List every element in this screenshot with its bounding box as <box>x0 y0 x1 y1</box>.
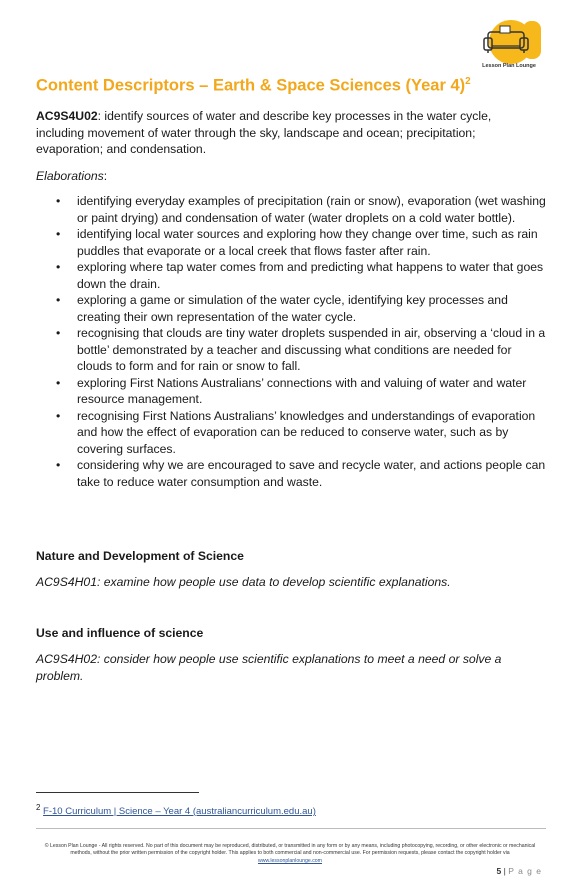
title-footnote-ref: 2 <box>465 76 471 87</box>
footer-divider <box>36 828 546 829</box>
nature-section-text: AC9S4H01: examine how people use data to develop scientific explanations. <box>36 575 451 589</box>
bullet: • <box>56 375 61 390</box>
page-number <box>497 866 543 876</box>
page-separator: | <box>503 866 506 876</box>
bullet: • <box>56 227 61 241</box>
nature-section-heading: Nature and Development of Science <box>36 549 244 563</box>
list-item-text: exploring a game or simulation of the water cycle, identifying key processes and creating their own representation of the water cycle. <box>77 293 508 324</box>
elaborations-label-colon: : <box>103 169 108 183</box>
footnote-divider <box>36 792 199 793</box>
page-number-value: 5 <box>496 866 502 876</box>
website-link[interactable]: www.lessonplanlounge.com <box>257 857 322 864</box>
footnote-link[interactable]: F-10 Curriculum | Science – Year 4 (australiancurriculum.edu.au) <box>43 806 316 818</box>
elaborations-list <box>36 193 548 490</box>
list-item-text: identifying local water sources and exploring how they change over time, such as rain puddles that evaporate or a local creek that flows faster after rain. <box>77 227 538 258</box>
list-item <box>36 408 548 458</box>
list-item-text: considering why we are encouraged to save and recycle water, and actions people can take to reduce water consumption and waste. <box>77 458 546 489</box>
bullet: • <box>56 194 61 208</box>
copyright-notice <box>40 843 540 865</box>
list-item <box>36 457 548 490</box>
list-item <box>36 375 548 408</box>
elaborations-label <box>36 168 107 185</box>
descriptor-code: AC9S4U02 <box>36 109 98 123</box>
title-text: Content Descriptors – Earth & Space Sciences (Year 4) <box>36 76 466 95</box>
footnote <box>36 803 316 817</box>
footnote-number: 2 <box>36 803 41 812</box>
lesson-plan-lounge-logo <box>474 18 544 72</box>
list-item-text: exploring where tap water comes from and predicting what happens to water that goes down the drain. <box>77 260 544 291</box>
list-item-text: recognising First Nations Australians’ knowledges and understandings of evaporation and how the effect of evaporation can be reduced to conserve water, such as by covering surfaces. <box>77 408 536 456</box>
list-item-text: recognising that clouds are tiny water droplets suspended in air, observing a ‘cloud in a bottle’ demonstrated by a teacher and discussing what conditions are needed for clouds to form and for rain or snow to fall. <box>77 326 546 373</box>
elaborations-label-text: Elaborations <box>36 169 104 183</box>
bullet: • <box>56 326 61 340</box>
list-item <box>36 226 548 259</box>
bullet: • <box>56 293 61 307</box>
list-item <box>36 292 548 325</box>
use-section-text: AC9S4H02: consider how people use scientific explanations to meet a need or solve a problem. <box>36 652 502 683</box>
bullet: • <box>56 260 61 274</box>
use-section-heading: Use and influence of science <box>36 626 204 640</box>
bullet: • <box>56 408 61 423</box>
list-item-text: identifying everyday examples of precipitation (rain or snow), evaporation (wet washing or paint drying) and condensation of water (water droplets on a cold water bottle). <box>77 194 546 225</box>
sofa-icon <box>474 18 544 64</box>
list-item <box>36 193 548 226</box>
page-title <box>36 76 471 96</box>
copyright-text: © Lesson Plan Lounge - All rights reserved. No part of this document may be reproduced, distributed, or transmitted in any form or by any means, including photocopying, recording, or other electronic or mechanical methods, without the prior written permission of the copyright holder. This applies to both commercial and non-commercial use. For permission requests, please contact the copyright holder via <box>44 843 536 857</box>
list-item-text: exploring First Nations Australians’ connections with and valuing of water and water resource management. <box>77 375 527 406</box>
descriptor-text: : identify sources of water and describe key processes in the water cycle, including movement of water through the sky, landscape and ocean; precipitation; evaporation; and condensation. <box>36 109 492 156</box>
list-item <box>36 259 548 292</box>
bullet: • <box>56 458 61 472</box>
logo-text: Lesson Plan Lounge <box>482 63 536 69</box>
list-item <box>36 325 548 375</box>
page-word: P a g e <box>508 866 542 876</box>
content-descriptor <box>36 108 536 158</box>
